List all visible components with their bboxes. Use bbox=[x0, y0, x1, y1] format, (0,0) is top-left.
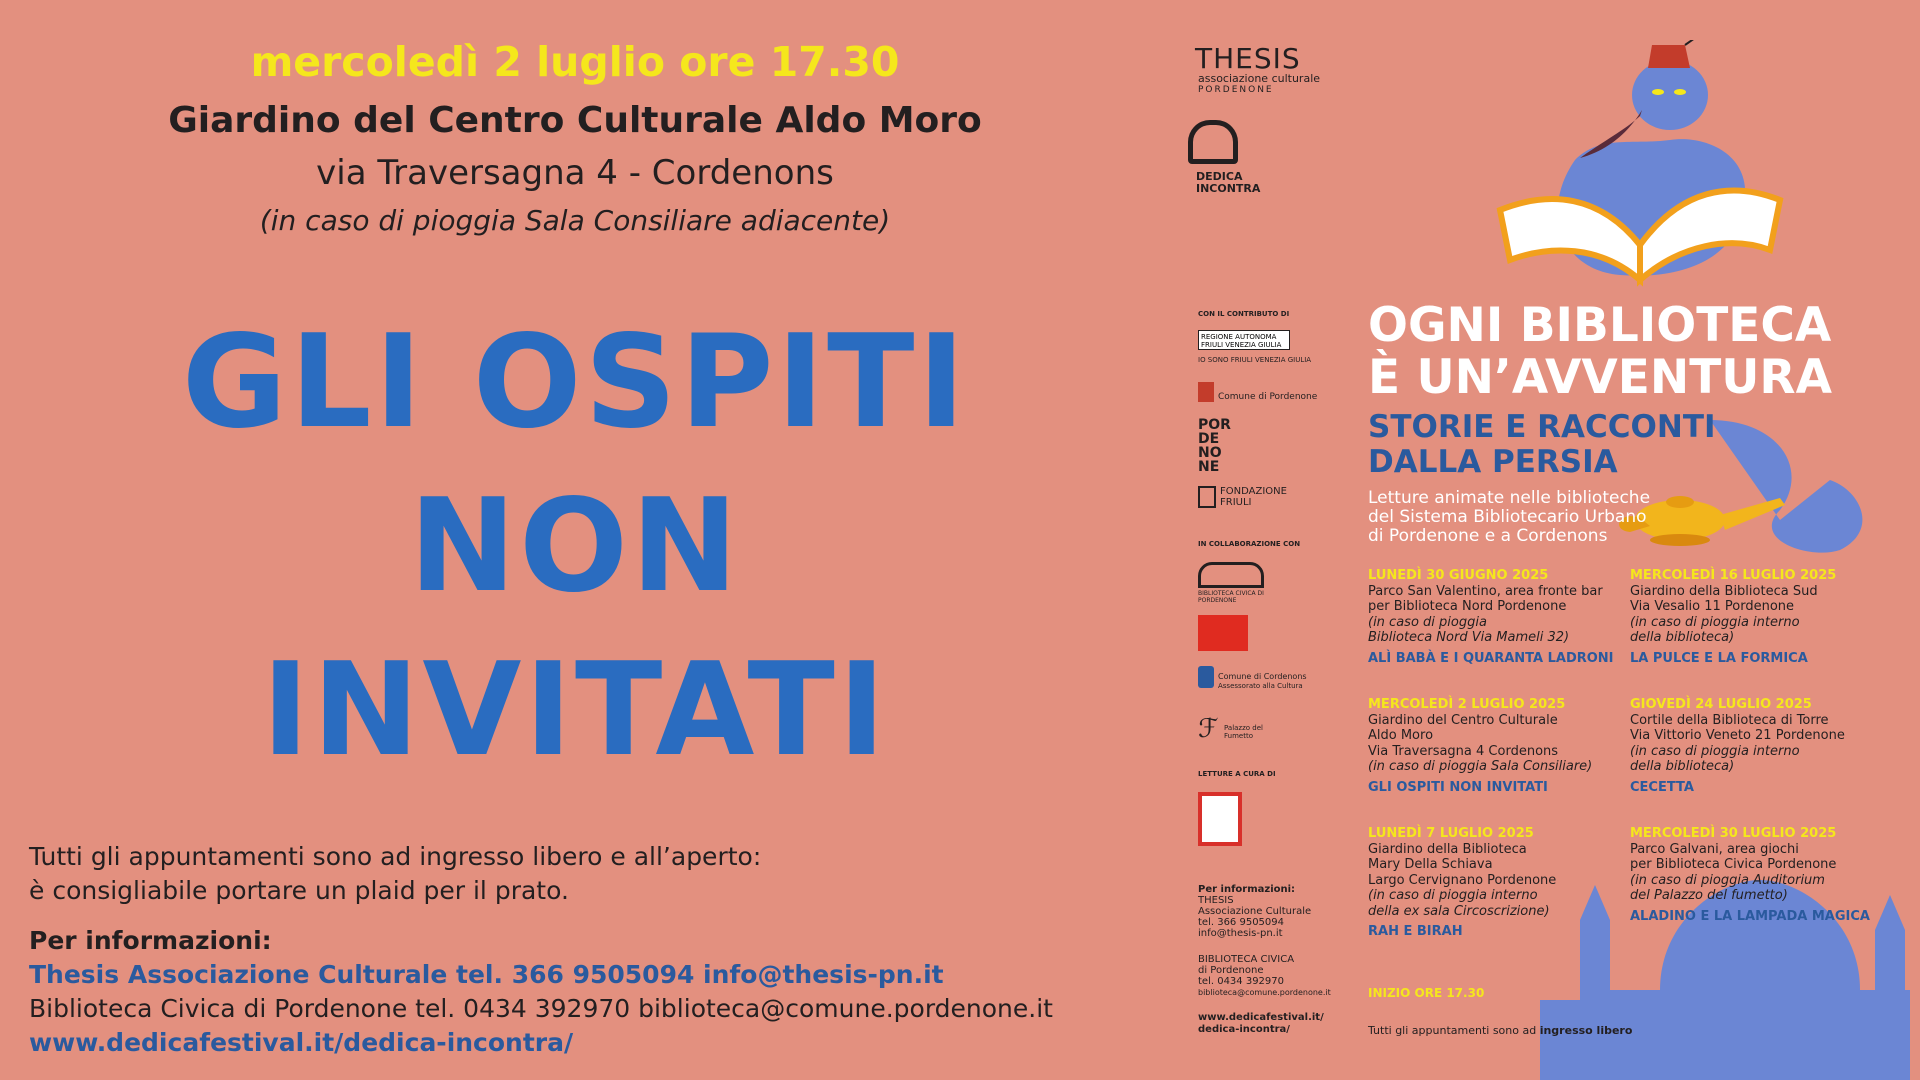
event-rain-note: (in caso di pioggia Sala Consiliare) bbox=[1368, 759, 1593, 774]
poster-free-note-b: ingresso libero bbox=[1539, 1024, 1633, 1037]
poster-info-block bbox=[1198, 884, 1311, 939]
event-item bbox=[1630, 568, 1880, 666]
event-date-label: MERCOLEDÌ 16 LUGLIO 2025 bbox=[1630, 568, 1837, 583]
poster-desc-2: del Sistema Bibliotecario Urbano bbox=[1368, 507, 1647, 527]
biblioteca-civica-label: BIBLIOTECA CIVICA DI PORDENONE bbox=[1198, 590, 1264, 604]
pordenone-line-1: POR bbox=[1198, 417, 1231, 433]
poster-web-line: dedica-incontra/ bbox=[1198, 1024, 1290, 1035]
event-line: Via Vittorio Veneto 21 Pordenone bbox=[1630, 728, 1845, 743]
poster-bib-line: tel. 0434 392970 bbox=[1198, 976, 1285, 987]
poster-sub-1: STORIE E RACCONTI bbox=[1368, 409, 1716, 445]
free-entry-line-1: Tutti gli appuntamenti sono ad ingresso libero e all’aperto: bbox=[29, 842, 762, 871]
event-line: Giardino della Biblioteca Sud bbox=[1630, 583, 1818, 599]
event-line: Via Vesalio 11 Pordenone bbox=[1630, 599, 1795, 614]
poster-desc-1: Letture animate nelle biblioteche bbox=[1368, 488, 1651, 508]
title-line-2: NON bbox=[408, 472, 742, 621]
free-entry-line-2: è consigliabile portare un plaid per il prato. bbox=[29, 876, 569, 905]
title-line-3: INVITATI bbox=[261, 636, 889, 785]
poster-info-line: THESIS bbox=[1198, 895, 1234, 906]
poster-free-note bbox=[1368, 1024, 1632, 1037]
event-rain-note: (in caso di pioggia Auditorium bbox=[1630, 872, 1825, 888]
thesis-logo: THESIS bbox=[1195, 42, 1301, 75]
pordenone-line-3: NO bbox=[1198, 445, 1222, 461]
event-date-label: MERCOLEDÌ 2 LUGLIO 2025 bbox=[1368, 697, 1566, 712]
pordenone-line-2: DE bbox=[1198, 431, 1220, 447]
event-line: Via Traversagna 4 Cordenons bbox=[1368, 743, 1559, 759]
regione-logo: REGIONE AUTONOMA FRIULI VENEZIA GIULIA bbox=[1198, 330, 1290, 350]
event-rain-note: (in caso di pioggia interno bbox=[1368, 888, 1538, 903]
poster-sub-2: DALLA PERSIA bbox=[1368, 444, 1618, 480]
poster-desc-3: di Pordenone e a Cordenons bbox=[1368, 526, 1608, 546]
io-sono-fvg: IO SONO FRIULI VENEZIA GIULIA bbox=[1198, 356, 1312, 364]
event-line: Parco San Valentino, area fronte bar bbox=[1368, 583, 1603, 599]
poster-panel bbox=[1150, 0, 1920, 1080]
event-rain-note: della biblioteca) bbox=[1630, 630, 1735, 645]
poster-bib-line: biblioteca@comune.pordenone.it bbox=[1198, 988, 1331, 997]
cordenons-label: Comune di Cordenons bbox=[1218, 672, 1307, 681]
info-website-link[interactable]: www.dedicafestival.it/dedica-incontra/ bbox=[29, 1028, 574, 1057]
dedica-logo-icon bbox=[1188, 120, 1238, 164]
event-rain-note: della biblioteca) bbox=[1630, 759, 1735, 774]
info-heading: Per informazioni: bbox=[29, 926, 272, 955]
poster-info-line: info@thesis-pn.it bbox=[1198, 928, 1283, 939]
poster-info-label: Per informazioni: bbox=[1198, 884, 1296, 895]
rain-note: (in caso di pioggia Sala Consiliare adiacente) bbox=[259, 204, 891, 237]
thesis-sub-2: PORDENONE bbox=[1198, 85, 1274, 95]
fondazione-icon bbox=[1198, 486, 1216, 508]
event-item bbox=[1368, 826, 1618, 940]
event-line: Parco Galvani, area giochi bbox=[1630, 841, 1799, 857]
event-item bbox=[1630, 826, 1880, 924]
poster-web-line: www.dedicafestival.it/ bbox=[1198, 1012, 1324, 1023]
event-rain-note: Biblioteca Nord Via Mameli 32) bbox=[1368, 630, 1570, 645]
info-thesis[interactable]: Thesis Associazione Culturale tel. 366 9505094 info@thesis-pn.it bbox=[29, 960, 944, 989]
poster-info-line: Associazione Culturale bbox=[1198, 906, 1312, 917]
contrib-label: CON IL CONTRIBUTO DI bbox=[1198, 310, 1290, 318]
event-date-label: LUNEDÌ 7 LUGLIO 2025 bbox=[1368, 826, 1534, 841]
event-date-label: MERCOLEDÌ 30 LUGLIO 2025 bbox=[1630, 826, 1837, 841]
biblioteca-civica-logo bbox=[1198, 562, 1264, 588]
event-rain-note: (in caso di pioggia interno bbox=[1630, 743, 1800, 759]
event-line: per Biblioteca Nord Pordenone bbox=[1368, 599, 1567, 614]
thesis-sub-1: associazione culturale bbox=[1198, 72, 1321, 85]
letture-label: LETTURE A CURA DI bbox=[1198, 770, 1276, 778]
pordenone-line-4: NE bbox=[1198, 459, 1220, 475]
event-line: Mary Della Schiava bbox=[1368, 857, 1493, 872]
fondazione-label: FONDAZIONE FRIULI bbox=[1220, 486, 1287, 508]
event-title: ALADINO E LA LAMPADA MAGICA bbox=[1630, 908, 1870, 924]
assessorato-label: Assessorato alla Cultura bbox=[1218, 682, 1303, 690]
event-line: per Biblioteca Civica Pordenone bbox=[1630, 857, 1837, 872]
poster-info-line: tel. 366 9505094 bbox=[1198, 917, 1285, 928]
event-rain-note: (in caso di pioggia bbox=[1368, 614, 1487, 630]
dedica-label-1: DEDICA bbox=[1196, 170, 1243, 183]
event-line: Giardino del Centro Culturale bbox=[1368, 712, 1558, 728]
event-title: ALÌ BABÀ E I QUARANTA LADRONI bbox=[1368, 650, 1614, 666]
comune-pn-shield-icon bbox=[1198, 382, 1214, 402]
title-line-1: GLI OSPITI bbox=[181, 308, 969, 457]
poster-title-2: È UN’AVVENTURA bbox=[1368, 350, 1832, 405]
collab-label: IN COLLABORAZIONE CON bbox=[1198, 540, 1301, 548]
event-venue: Giardino del Centro Culturale Aldo Moro bbox=[168, 100, 982, 141]
event-line: Largo Cervignano Pordenone bbox=[1368, 872, 1557, 888]
poster-title-1: OGNI BIBLIOTECA bbox=[1368, 298, 1832, 353]
event-title: CECETTA bbox=[1630, 779, 1694, 795]
palazzo-label: Palazzo del Fumetto bbox=[1224, 724, 1263, 740]
event-line: Cortile della Biblioteca di Torre bbox=[1630, 712, 1829, 728]
event-title: RAH E BIRAH bbox=[1368, 924, 1463, 939]
poster-start-time: INIZIO ORE 17.30 bbox=[1368, 986, 1485, 1000]
event-title: LA PULCE E LA FORMICA bbox=[1630, 650, 1808, 666]
pordenone-logo bbox=[1198, 418, 1231, 474]
event-line: Aldo Moro bbox=[1368, 728, 1434, 743]
event-address: via Traversagna 4 - Cordenons bbox=[316, 153, 834, 193]
event-title: GLI OSPITI NON INVITATI bbox=[1368, 779, 1548, 795]
event-rain-note: (in caso di pioggia interno bbox=[1630, 614, 1800, 630]
event-item bbox=[1630, 697, 1880, 795]
event-line: Giardino della Biblioteca bbox=[1368, 841, 1527, 857]
cordenons-shield-icon bbox=[1198, 666, 1214, 688]
poster-bib-line: BIBLIOTECA CIVICA bbox=[1198, 954, 1295, 965]
event-date-label: GIOVEDÌ 24 LUGLIO 2025 bbox=[1630, 697, 1812, 712]
event-date-label: LUNEDÌ 30 GIUGNO 2025 bbox=[1368, 568, 1549, 583]
palazzo-icon: ℱ bbox=[1198, 714, 1219, 744]
dedica-label-2: INCONTRA bbox=[1196, 182, 1261, 195]
letture-logo bbox=[1198, 792, 1242, 846]
poster-free-note-a: Tutti gli appuntamenti sono ad bbox=[1368, 1024, 1540, 1037]
event-item bbox=[1368, 568, 1618, 666]
poster-bib-block bbox=[1198, 954, 1331, 998]
event-date: mercoledì 2 luglio ore 17.30 bbox=[250, 38, 900, 86]
poster-bib-line: di Pordenone bbox=[1198, 965, 1264, 976]
info-biblioteca[interactable]: Biblioteca Civica di Pordenone tel. 0434 392970 biblioteca@comune.pordenone.it bbox=[29, 994, 1053, 1023]
event-rain-note: del Palazzo del fumetto) bbox=[1630, 888, 1788, 903]
event-item bbox=[1368, 697, 1618, 795]
sistema-biblio-logo bbox=[1198, 615, 1248, 651]
comune-pn-label: Comune di Pordenone bbox=[1218, 392, 1318, 402]
event-rain-note: della ex sala Circoscrizione) bbox=[1368, 903, 1550, 919]
poster-web-block bbox=[1198, 1012, 1324, 1036]
